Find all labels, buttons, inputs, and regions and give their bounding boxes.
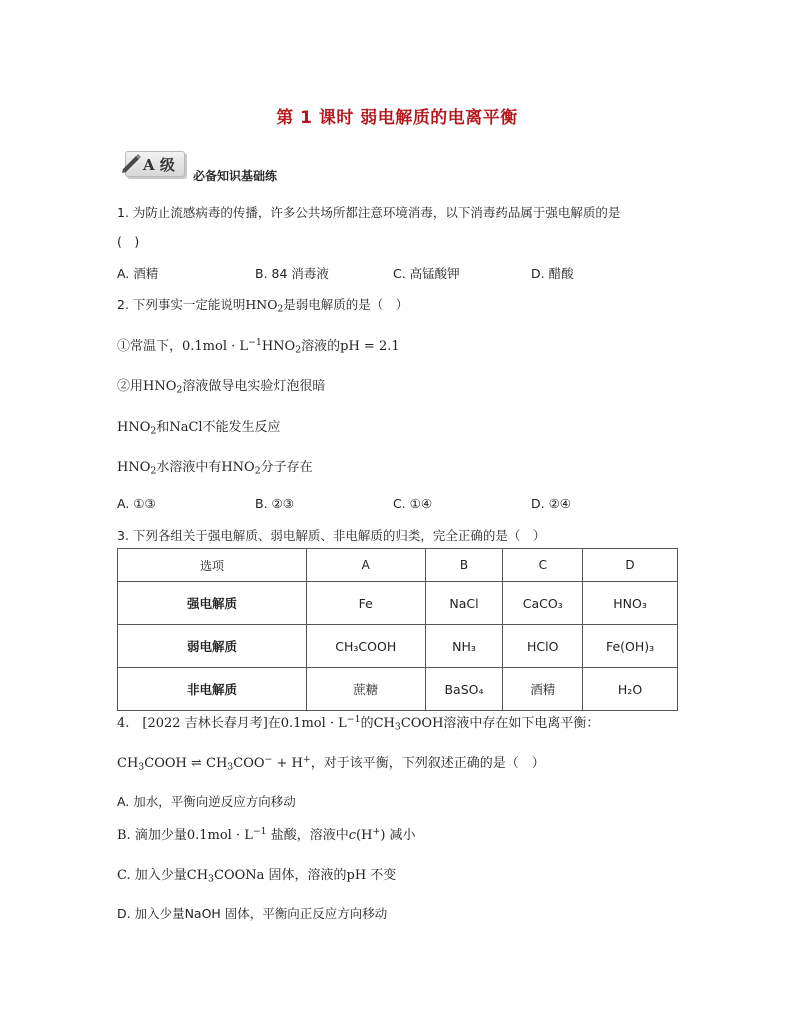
table-row-label: 非电解质 [118, 668, 307, 711]
pencil-icon [119, 149, 145, 175]
q4-eq-tail: ，对于该平衡，下列叙述正确的是（ ） [310, 756, 545, 771]
q2-stem-post: 是弱电解质的是（ ） [283, 297, 409, 312]
table-cell: Fe(OH)₃ [583, 625, 678, 668]
q4-optc-pre: C. 加入少量CH [117, 868, 209, 883]
q2-statement-2: ②用$HNO_2$溶液做导电实验灯泡很暗 [117, 379, 326, 396]
section-label: 必备知识基础练 [193, 169, 278, 183]
q1-option-c: C. 高锰酸钾 [393, 266, 460, 281]
table-cell: 酒精 [503, 668, 583, 711]
hno2-formula: $HNO_2$ [245, 297, 284, 315]
q2-statement-1: ①常温下，$0.1mol \cdot L^{-1}HNO_2$溶液的pH = 2.1 [117, 336, 400, 356]
q2-option-c: C. ①④ [393, 496, 433, 511]
table-cell: NH₃ [425, 625, 503, 668]
table-header-cell: D [583, 549, 678, 582]
q4-stem-pre: 4. [2022 吉林长春月考]在0.1mol · L [117, 716, 347, 731]
q4-optc-post: COONa 固体，溶液的pH 不变 [214, 868, 397, 883]
table-cell: CaCO₃ [503, 582, 583, 625]
q4-equilibrium-equation: $CH_3COOH$ ⇌ $CH_3COO^- + H^+$，对于该平衡，下列叙述正确的是（ ） [117, 753, 545, 773]
q2-statement-3: $HNO_2$和NaCl不能发生反应 [117, 420, 281, 437]
table-cell: BaSO₄ [425, 668, 503, 711]
lesson-title: 第 1 课时 弱电解质的电离平衡 [276, 108, 518, 128]
table-cell: CH₃COOH [307, 625, 426, 668]
q4-optb-pre: B. 滴加少量0.1mol · L [117, 828, 253, 843]
q2-s4-post: 分子存在 [260, 460, 313, 475]
table-cell: HClO [503, 625, 583, 668]
q2-s2-pre: ②用 [117, 379, 144, 394]
q4-stem-mid: 的CH [360, 716, 395, 731]
classification-table [117, 548, 678, 711]
question-3-stem: 3. 下列各组关于强电解质、弱电解质、非电解质的归类，完全正确的是（ ） [117, 528, 546, 543]
table-header-row [118, 549, 678, 582]
table-cell: H₂O [583, 668, 678, 711]
level-badge [119, 147, 185, 179]
table-cell: HNO₃ [583, 582, 678, 625]
q1-option-a: A. 酒精 [117, 266, 159, 281]
table-row [118, 625, 678, 668]
table-cell: Fe [307, 582, 426, 625]
table-header-cell: 选项 [118, 549, 307, 582]
table-cell: NaCl [425, 582, 503, 625]
q2-s4-mid: 水溶液中有 [156, 460, 222, 475]
q4-option-b: B. 滴加少量$0.1mol \cdot L^{-1}$ 盐酸，溶液中c(H+) 减小 [117, 825, 416, 843]
table-header-cell: C [503, 549, 583, 582]
q2-s2-post: 溶液做导电实验灯泡很暗 [182, 379, 326, 394]
table-row-label: 弱电解质 [118, 625, 307, 668]
question-1-paren: ( ) [117, 234, 140, 249]
q4-optb-tail: 减小 [385, 828, 416, 843]
q2-option-a: A. ①③ [117, 496, 156, 511]
q2-s3-post: 和NaCl不能发生反应 [156, 420, 281, 435]
q2-s1-pre: ①常温下，0.1mol · L [117, 339, 249, 354]
table-header-cell: A [307, 549, 426, 582]
q4-option-a: A. 加水，平衡向逆反应方向移动 [117, 794, 296, 809]
table-row-label: 强电解质 [118, 582, 307, 625]
table-row [118, 582, 678, 625]
q2-stem-pre: 2. 下列事实一定能说明 [117, 297, 246, 312]
table-row [118, 668, 678, 711]
table-cell: 蔗糖 [307, 668, 426, 711]
q2-statement-4: $HNO_2$水溶液中有$HNO_2$分子存在 [117, 460, 313, 477]
q1-option-b: B. 84 消毒液 [255, 266, 329, 281]
q4-optb-post: 盐酸，溶液中 [266, 828, 349, 843]
level-text: A 级 [143, 156, 175, 174]
q1-option-d: D. 醋酸 [531, 266, 574, 281]
question-4-stem: 4. [2022 吉林长春月考]在$0.1mol \cdot L^{-1}$的$CH_3COOH$溶液中存在如下电离平衡： [117, 713, 600, 733]
q2-s1-mid: 溶液的pH = 2.1 [301, 339, 400, 354]
q4-stem-post: COOH溶液中存在如下电离平衡： [400, 716, 600, 731]
q4-option-c: C. 加入少量$CH_3COONa$ 固体，溶液的pH 不变 [117, 868, 397, 885]
q4-option-d: D. 加入少量NaOH 固体，平衡向正反应方向移动 [117, 906, 388, 921]
question-1-stem: 1. 为防止流感病毒的传播，许多公共场所都注意环境消毒，以下消毒药品属于强电解质的是 [117, 205, 621, 220]
q2-option-b: B. ②③ [255, 496, 294, 511]
table-header-cell: B [425, 549, 503, 582]
question-2-stem [117, 295, 408, 313]
q2-option-d: D. ②④ [531, 496, 571, 511]
